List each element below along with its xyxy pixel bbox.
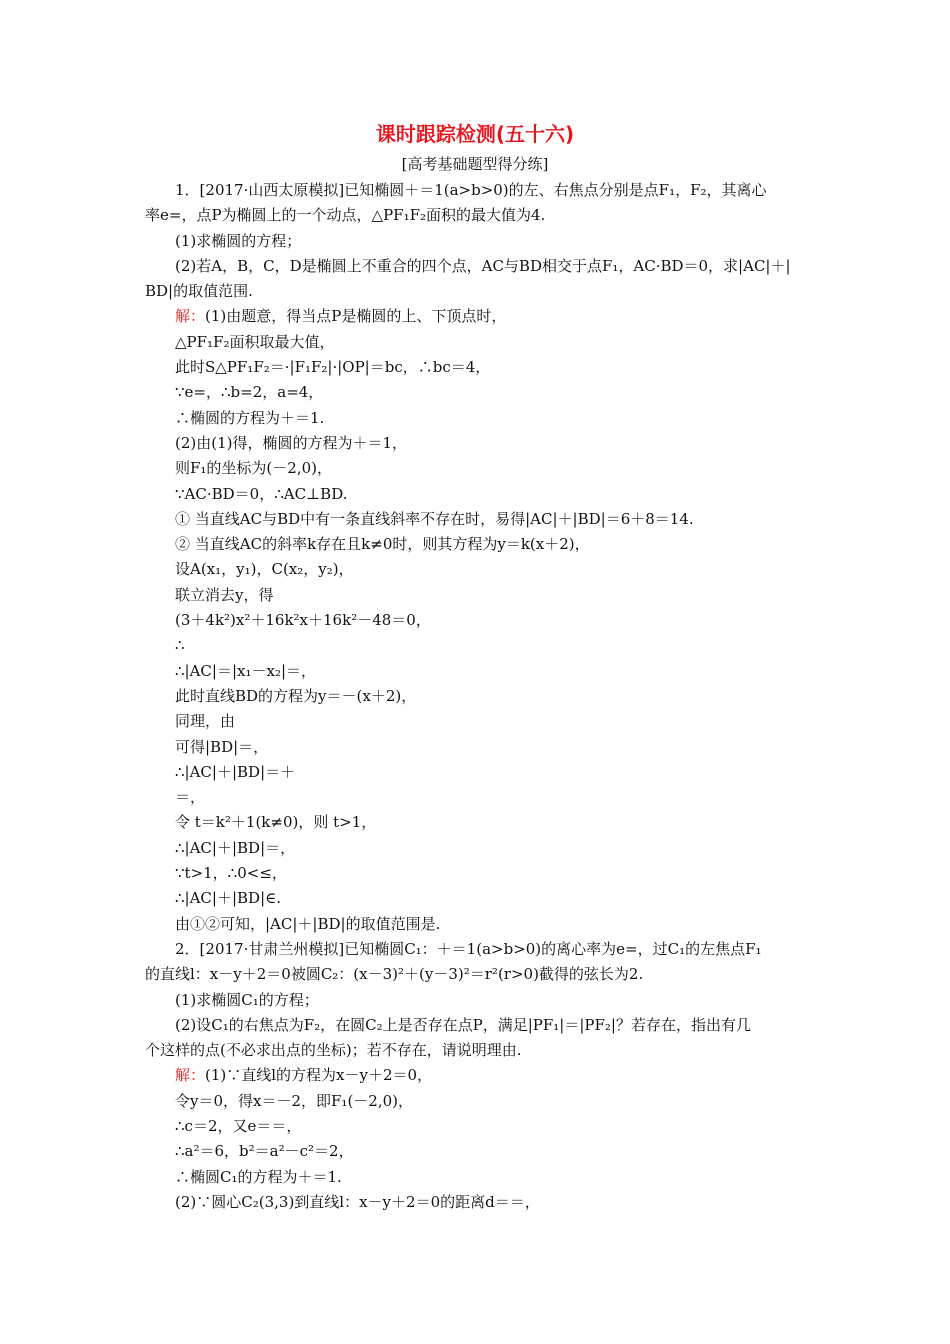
- problem-1-stem-cont: 率e=，点P为椭圆上的一个动点，△PF₁F₂面积的最大值为4.: [145, 206, 546, 225]
- solution-1-line: ∴: [175, 636, 185, 655]
- solution-1-line: 同理，由: [175, 712, 236, 731]
- solution-1-line: 可得|BD|＝，: [175, 737, 269, 756]
- solution-1-line: △PF₁F₂面积取最大值，: [175, 332, 335, 351]
- solution-1-line: 此时直线BD的方程为y＝－(x＋2)，: [175, 686, 417, 705]
- solution-1-line: ＝，: [175, 788, 206, 807]
- solution-1-line: (3＋4k²)x²＋16k²x＋16k²－48＝0，: [175, 611, 431, 630]
- page-subtitle: [高考基础题型得分练]: [401, 155, 549, 173]
- solution-1-line: 联立消去y，得: [175, 585, 274, 604]
- solution-1-line: ① 当直线AC与BD中有一条直线斜率不存在时，易得|AC|＋|BD|＝6＋8＝14.: [175, 509, 694, 528]
- solution-1-line: 由①②可知，|AC|＋|BD|的取值范围是.: [175, 914, 441, 933]
- solution-label: 解：: [175, 307, 206, 326]
- page-title: 课时跟踪检测(五十六): [375, 122, 575, 146]
- solution-1-line: 此时S△PF₁F₂＝·|F₁F₂|·|OP|＝bc，∴bc＝4，: [175, 358, 491, 377]
- solution-1-line: ∵t>1，∴0<≤，: [175, 864, 287, 883]
- problem-2-part-1: (1)求椭圆C₁的方程；: [175, 990, 319, 1009]
- solution-1-line: ∴|AC|＋|BD|＝，: [175, 838, 296, 857]
- solution-1-line: ∵e=，∴b=2，a=4，: [175, 383, 324, 402]
- solution-1-line: ∴|AC|＝|x₁－x₂|＝，: [175, 661, 317, 680]
- solution-1-line: 令 t＝k²＋1(k≠0)，则 t>1，: [175, 813, 377, 832]
- solution-2-line: ∴椭圆C₁的方程为＋＝1.: [175, 1167, 342, 1186]
- solution-label: 解：: [175, 1066, 206, 1085]
- solution-1-line: (2)由(1)得，椭圆的方程为＋＝1，: [175, 433, 408, 452]
- solution-1-line: ∴|AC|＋|BD|＝＋: [175, 762, 296, 781]
- solution-1-line: 设A(x₁，y₁)，C(x₂，y₂)，: [175, 560, 354, 579]
- problem-1-stem: 1．[2017·山西太原模拟]已知椭圆＋＝1(a>b>0)的左、右焦点分别是点F₁，F₂，其离心: [175, 181, 767, 199]
- solution-1-line: 解：(1)由题意，得当点P是椭圆的上、下顶点时，: [175, 307, 507, 326]
- problem-2-part-2: (2)设C₁的右焦点为F₂，在圆C₂上是否存在点P，满足|PF₁|＝|PF₂|？若存在，指出有几: [175, 1015, 751, 1034]
- problem-2-stem-cont: 的直线l：x－y＋2＝0被圆C₂：(x－3)²＋(y－3)²＝r²(r>0)截得的弦长为2.: [145, 965, 644, 984]
- solution-2-line: 解：(1)∵直线l的方程为x－y＋2＝0，: [175, 1066, 433, 1085]
- solution-1-line: ∵AC·BD＝0，∴AC⊥BD.: [175, 484, 348, 503]
- solution-2-line: 令y＝0，得x＝－2，即F₁(－2,0)，: [175, 1091, 414, 1110]
- solution-1-line: ∴|AC|＋|BD|∈.: [175, 889, 281, 908]
- solution-2-line: ∴c＝2，又e＝＝，: [175, 1116, 302, 1135]
- problem-1-part-1: (1)求椭圆的方程；: [175, 231, 302, 250]
- solution-1-line: 则F₁的坐标为(－2,0)，: [175, 459, 332, 478]
- solution-2-line: (2)∵圆心C₂(3,3)到直线l：x－y＋2＝0的距离d＝＝，: [175, 1192, 540, 1211]
- problem-1-part-2: (2)若A，B，C，D是椭圆上不重合的四个点，AC与BD相交于点F₁，AC·BD＝0，求|AC|＋|: [175, 256, 791, 275]
- document-body: [145, 178, 810, 1215]
- problem-2-part-2-cont: 个这样的点(不必求出点的坐标)；若不存在，请说明理由.: [145, 1041, 522, 1060]
- solution-1-line: ∴椭圆的方程为＋＝1.: [175, 408, 325, 427]
- problem-2-stem: 2．[2017·甘肃兰州模拟]已知椭圆C₁：＋＝1(a>b>0)的离心率为e=，过C₁的左焦点F₁: [175, 939, 762, 958]
- solution-1-line: ② 当直线AC的斜率k存在且k≠0时，则其方程为y＝k(x＋2)，: [175, 535, 590, 554]
- solution-2-line: ∴a²＝6，b²＝a²－c²＝2，: [175, 1142, 354, 1161]
- problem-1-part-2-cont: BD|的取值范围.: [145, 282, 253, 301]
